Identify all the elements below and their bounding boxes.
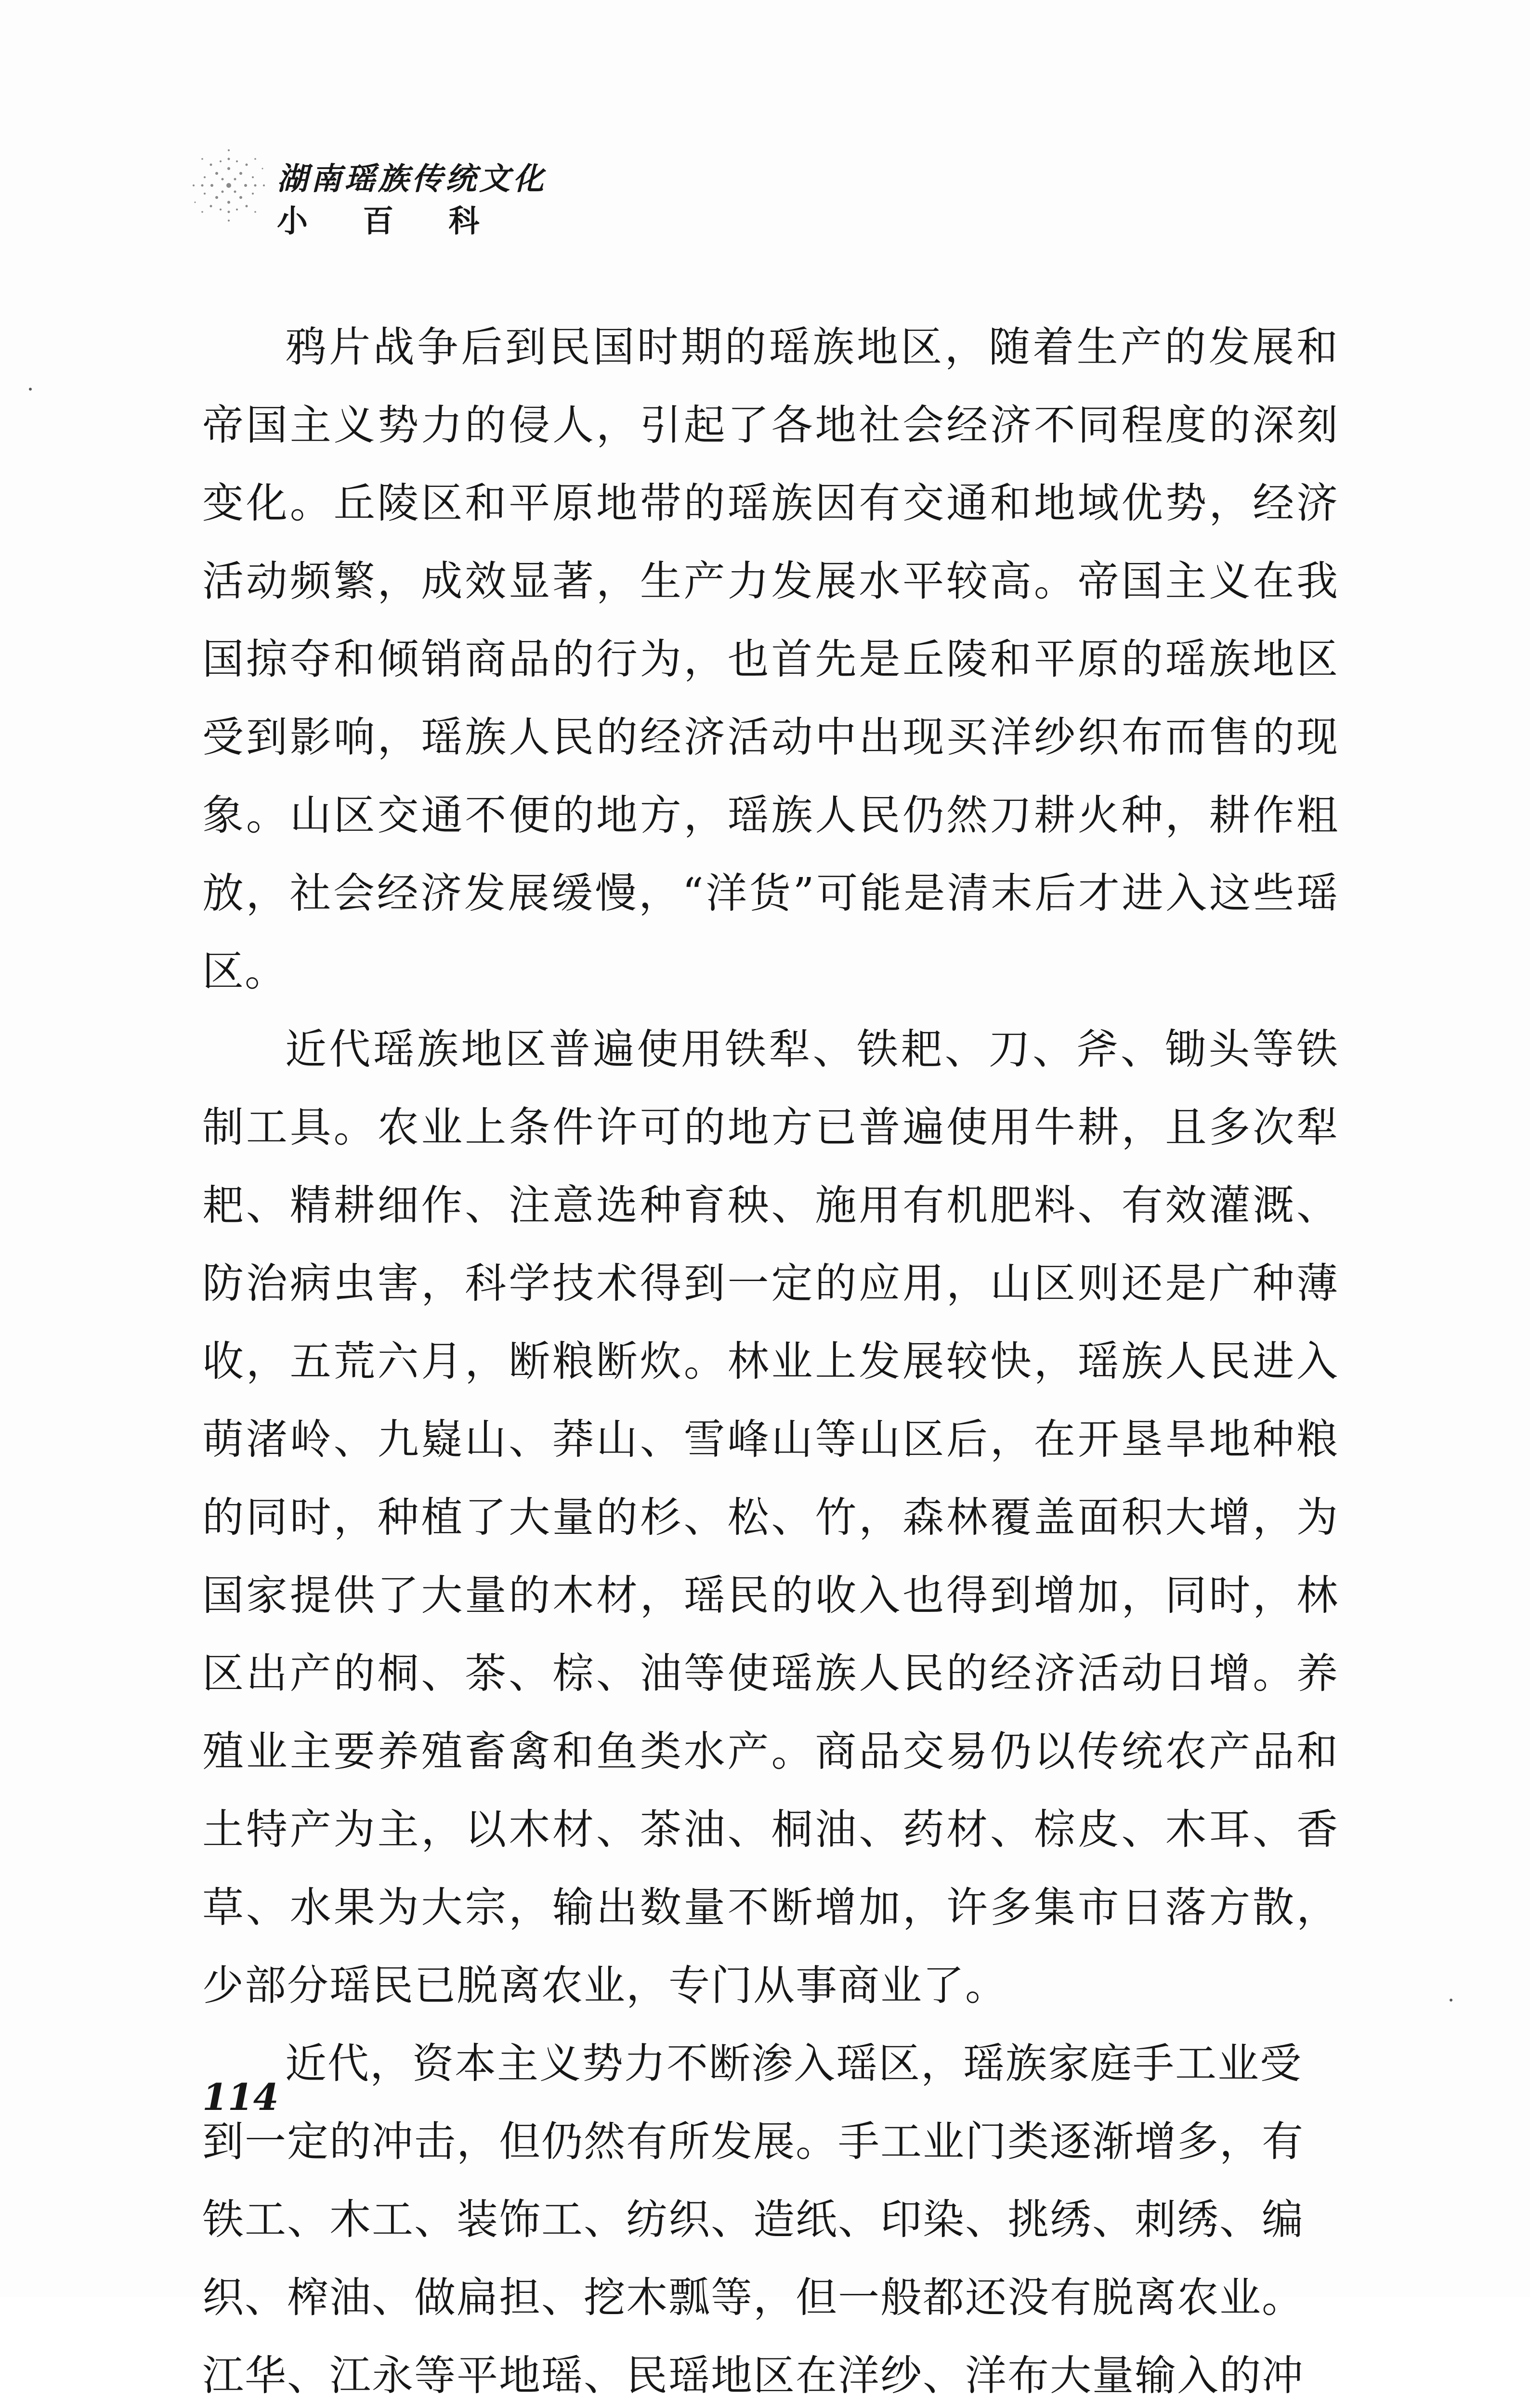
text-line: 鱼类水产。商品交易仍以传统农产品和土特产为主，以木材、: [202, 1727, 1339, 1854]
dotted-flower-ornament-icon: [183, 140, 275, 231]
body-text: [202, 308, 1339, 2408]
text-line: 国主义势力的侵人，引起了各地社会经济不同程度的深刻变化。: [202, 401, 1339, 527]
text-line: 近代，资本主义势力不断渗入瑶区，瑶族家庭手工业受到: [202, 2040, 1302, 2166]
text-line: 做扁担、挖木瓢等，但一般都还没有脱离农业。江华、江永等: [202, 2274, 1304, 2400]
text-line: 人民的经济活动中出现买洋纱织布而售的现象。山区交通不便: [202, 713, 1339, 839]
paragraph: [202, 308, 1339, 1010]
text-line: 丘陵区和平原地带的瑶族因有交通和地域优势，经济活动频繁，: [202, 479, 1339, 605]
book-title: 湖南瑶族传统文化: [277, 161, 547, 197]
page-number: 114: [202, 2076, 279, 2119]
text-line: 虫害，科学技术得到一定的应用，山区则还是广种薄收，五荒: [202, 1259, 1339, 1386]
text-line: 棕、油等使瑶族人民的经济活动日增。养殖业主要养殖畜禽和: [202, 1649, 1339, 1776]
text-line: 嶷山、莽山、雪峰山等山区后，在开垦旱地种粮的同时，种植: [202, 1415, 1339, 1542]
text-line: 商品的行为，也首先是丘陵和平原的瑶族地区受到影响，瑶族: [202, 635, 1339, 761]
text-line: 成效显著，生产力发展水平较高。帝国主义在我国掠夺和倾销: [202, 557, 1339, 683]
text-line: 一定的冲击，但仍然有所发展。手工业门类逐渐增多，有铁工、: [202, 2118, 1304, 2244]
paragraph: [202, 1010, 1339, 2025]
text-line: 茶油、桐油、药材、棕皮、木耳、香草、水果为大宗，输出数: [202, 1806, 1339, 1932]
running-header: [183, 140, 616, 250]
text-line: 了大量的杉、松、竹，森林覆盖面积大增，为国家提供了大量: [202, 1493, 1339, 1620]
text-line: 平地瑶、民瑶地区在洋纱、洋布大量输入的冲: [457, 2352, 1304, 2400]
text-line: 工具。农业上条件许可的地方已普遍使用牛耕，且多次犁耙、: [202, 1103, 1339, 1230]
text-line: 鸦片战争后到民国时期的瑶族地区，随着生产的发展和帝: [202, 323, 1339, 449]
text-line: 六月，断粮断炊。林业上发展较快，瑶族人民进入萌渚岭、九: [202, 1337, 1339, 1464]
text-line: 精耕细作、注意选种育秧、施用有机肥料、有效灌溉、防治病: [202, 1181, 1339, 1308]
text-line: 的地方，瑶族人民仍然刀耕火种，耕作粗放，社会经济发展缓: [202, 791, 1339, 917]
paragraph: [202, 2025, 1339, 2408]
text-line: 量不断增加，许多集市日落方散，少部分瑶民已脱离农业，专: [202, 1884, 1339, 2010]
book-subtitle: 小 百 科: [277, 203, 502, 239]
text-line: 的木材，瑶民的收入也得到增加，同时，林区出产的桐、茶、: [202, 1571, 1339, 1698]
text-line: 门从事商业了。: [711, 1962, 1007, 2010]
scan-speck: [1450, 1999, 1452, 2002]
scan-speck: [29, 388, 32, 391]
text-line: 木工、装饰工、纺织、造纸、印染、挑绣、刺绣、编织、榨油、: [202, 2196, 1304, 2322]
text-line: 近代瑶族地区普遍使用铁犁、铁耙、刀、斧、锄头等铁制: [202, 1025, 1339, 1152]
text-line: 慢，“洋货”可能是清末后才进入这些瑶区。: [202, 869, 1339, 995]
